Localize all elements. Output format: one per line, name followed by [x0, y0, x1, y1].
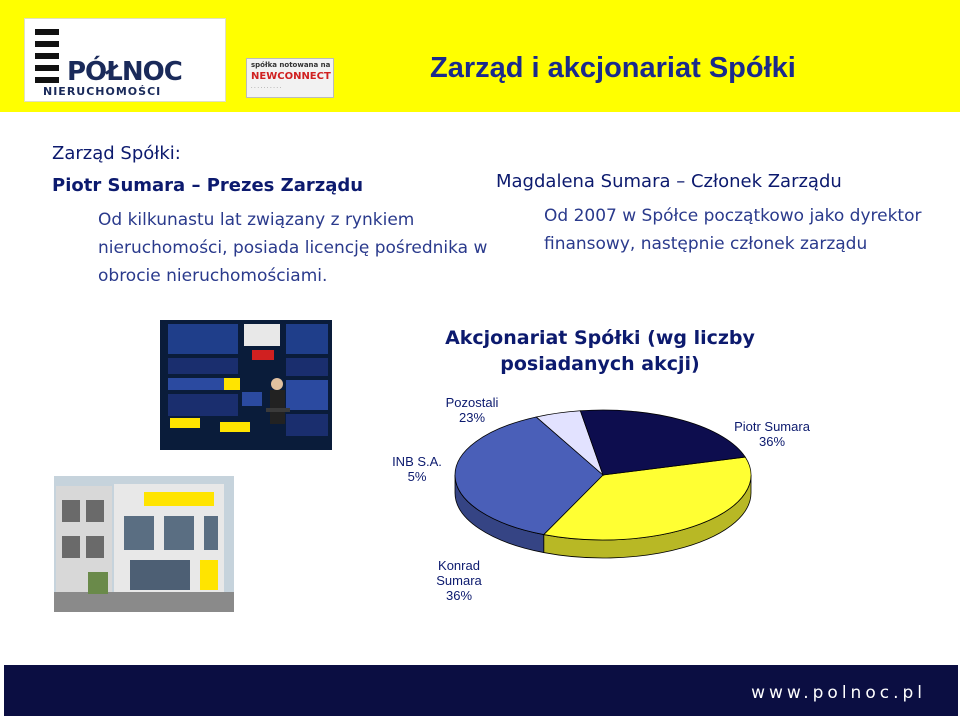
person2-description: Od 2007 w Spółce początkowo jako dyrektor finansowy, następnie członek zarządu [544, 206, 922, 254]
badge-line1: spółka notowana na [251, 61, 331, 69]
pie-label-0-line-1: 36% [758, 434, 786, 449]
pie-label-3-line-0: Pozostali [445, 395, 499, 410]
footer-url: www.polnoc.pl [751, 683, 926, 703]
pie-label-1-line-2: 36% [445, 588, 473, 603]
pie-top-group [455, 410, 751, 540]
pie-label-2-line-0: INB S.A. [392, 454, 442, 469]
person2-name: Magdalena Sumara – Członek Zarządu [496, 171, 842, 192]
pie-label-2-line-1: 5% [407, 469, 427, 484]
board-label: Zarząd Spółki: [52, 143, 181, 164]
person1-description: Od kilkunastu lat związany z rynkiem nieruchomości, posiada licencję pośrednika w obrocie nieruchomościami. [98, 210, 488, 286]
slide-title: Zarząd i akcjonariat Spółki [430, 52, 796, 84]
pie-label-3-line-1: 23% [458, 410, 486, 425]
badge-line2: NEWCONNECT [251, 71, 331, 82]
footer-bar [4, 665, 958, 716]
person1-name: Piotr Sumara – Prezes Zarządu [52, 175, 364, 196]
pie-label-1-line-1: Sumara [436, 573, 482, 588]
logo-wordmark: PÓŁNOC [67, 57, 182, 87]
chart-title: Akcjonariat Spółki (wg liczby posiadanych akcji) [445, 327, 755, 375]
pie-label-1-line-0: Konrad [438, 558, 480, 573]
pie-label-0-line-0: Piotr Sumara [734, 419, 810, 434]
badge-line3: · · · · · · · · · · [251, 85, 282, 91]
logo-subtitle: NIERUCHOMOŚCI [43, 85, 162, 98]
